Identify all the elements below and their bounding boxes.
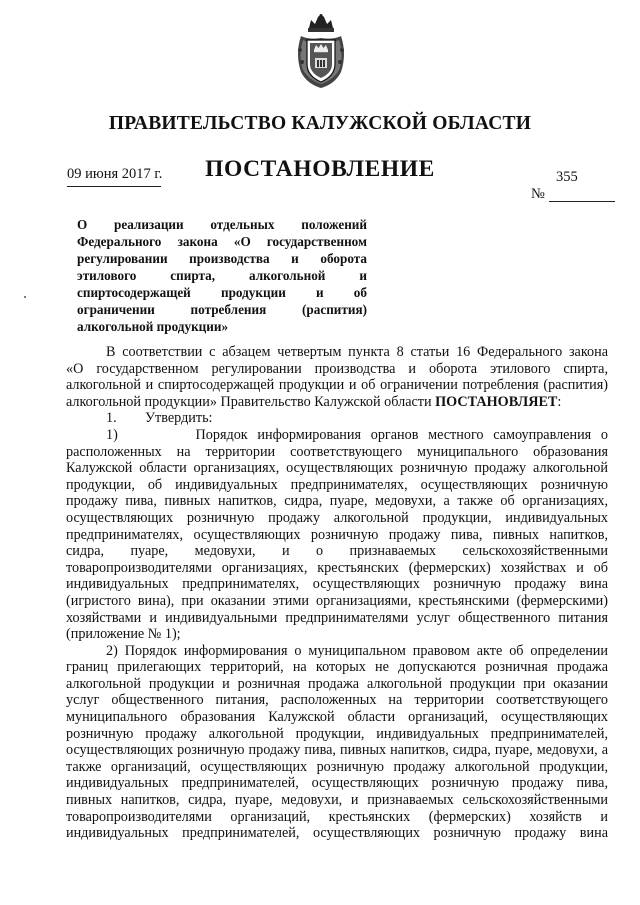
subject-line: Федерального закона «О государственном <box>77 234 367 249</box>
paragraph-1-line: продукции, об индивидуальных предпринимателях, осуществляющих розничную <box>66 476 608 493</box>
number-underline <box>549 201 615 202</box>
paragraph-2-line: осуществляющих розничную продажу пива, пивных напитков, сидра, пуаре, медовухи, а <box>66 742 608 759</box>
paragraph-1-line: индивидуальных предпринимателях, осуществляющих розничную продажу вина <box>66 576 608 593</box>
paragraph-1-line: продажу пива, пивных напитков, сидра, пуаре, медовухи, а также об организациях, <box>66 493 608 510</box>
paragraph-1-line: товаропроизводителями организациях, крестьянских (фермерских) хозяйствах и об <box>66 559 608 576</box>
paragraph-2-line: услуг общественного питания, расположенных на территории соответствующего <box>66 692 608 709</box>
paragraph-1-line: Калужской области организациях, осуществляющих розничную продажу алкогольной <box>66 460 608 477</box>
paragraph-2-line: индивидуальных предпринимателей, осуществляющих розничную продажу вина <box>66 825 608 842</box>
paragraph-2-line: пивных напитков, сидра, пуаре, медовухи, и признаваемых сельскохозяйственными <box>66 792 608 809</box>
government-title: ПРАВИТЕЛЬСТВО КАЛУЖСКОЙ ОБЛАСТИ <box>108 113 532 134</box>
paragraph-1-line: расположенных на территории соответствующего муниципального образования <box>66 443 608 460</box>
document-subject <box>77 216 367 335</box>
preamble-line: «О государственном регулировании производства и оборота этилового спирта, <box>66 360 608 377</box>
number-sign: № <box>531 186 545 202</box>
document-body <box>66 344 608 842</box>
paragraph-1-line: (игристого вина), при оказании этими организациями, крестьянскими (фермерскими) <box>66 592 608 609</box>
decree-colon: : <box>557 393 562 410</box>
paragraph-2-line: индивидуальных предпринимателей, осуществляющих розничную продажу пива, <box>66 775 608 792</box>
decree-word: ПОСТАНОВЛЯЕТ <box>435 393 558 410</box>
coat-of-arms-icon <box>293 14 349 90</box>
paragraph-2-line: также организаций, осуществляющих розничную продажу алкогольной продукции, <box>66 758 608 775</box>
item-1-line: 1. Утвердить: <box>106 410 213 427</box>
date-underline <box>67 186 161 187</box>
subject-line: алкогольной продукции» <box>77 319 229 334</box>
subject-line: О реализации отдельных положений <box>77 217 367 232</box>
preamble-last-line <box>66 394 608 411</box>
document-header-row <box>0 156 640 206</box>
subject-line: регулировании производства и оборота <box>77 251 367 266</box>
scan-artifact <box>24 296 26 298</box>
subject-line: этилового спирта, алкогольной и <box>77 268 367 283</box>
paragraph-1-last-line: (приложение № 1); <box>66 626 181 643</box>
paragraph-2-line: алкогольной продукции и розничная продажа алкогольной продукции при оказании <box>66 675 608 692</box>
paragraph-2-line: товаропроизводителями организаций, крестьянских (фермерских) хозяйств и <box>66 808 608 825</box>
document-type: ПОСТАНОВЛЕНИЕ <box>205 156 435 182</box>
subject-line: спиртосодержащей продукции и об <box>77 285 367 300</box>
paragraph-2-line: розничную продажу алкогольной продукции, индивидуальных предпринимателей, <box>66 725 608 742</box>
subject-line: ограничении потребления (распития) <box>77 302 367 317</box>
paragraph-1-line: предпринимателях, осуществляющих розничную продажу пива, пивных напитков, <box>66 526 608 543</box>
preamble-last-text: алкогольной продукции» Правительство Калужской области <box>66 393 432 410</box>
paragraph-2-line: муниципального образования Калужской области организаций, осуществляющих <box>66 709 608 726</box>
document-number: 355 <box>556 169 578 185</box>
paragraph-1-line: сидра, пуаре, медовухи, и о признаваемых сельскохозяйственными <box>66 543 608 560</box>
document-date: 09 июня 2017 г. <box>67 166 163 182</box>
paragraph-2-line: 2) Порядок информирования о муниципальном правовом акте об определении <box>106 642 608 659</box>
paragraph-1-line: осуществляющих розничную продажу алкогольной продукции, индивидуальных <box>66 509 608 526</box>
preamble-line: В соответствии с абзацем четвертым пункта 8 статьи 16 Федерального закона <box>106 344 608 360</box>
paragraph-1-line: 1) Порядок информирования органов местного самоуправления о <box>106 426 608 443</box>
paragraph-1-line: хозяйствами и индивидуальными предпринимателями услуг общественного питания <box>66 609 608 626</box>
paragraph-2-line: границ прилегающих территорий, на которых не допускаются розничная продажа <box>66 659 608 676</box>
preamble-line: алкогольной и спиртосодержащей продукции и об ограничении потребления (распития) <box>66 377 608 394</box>
